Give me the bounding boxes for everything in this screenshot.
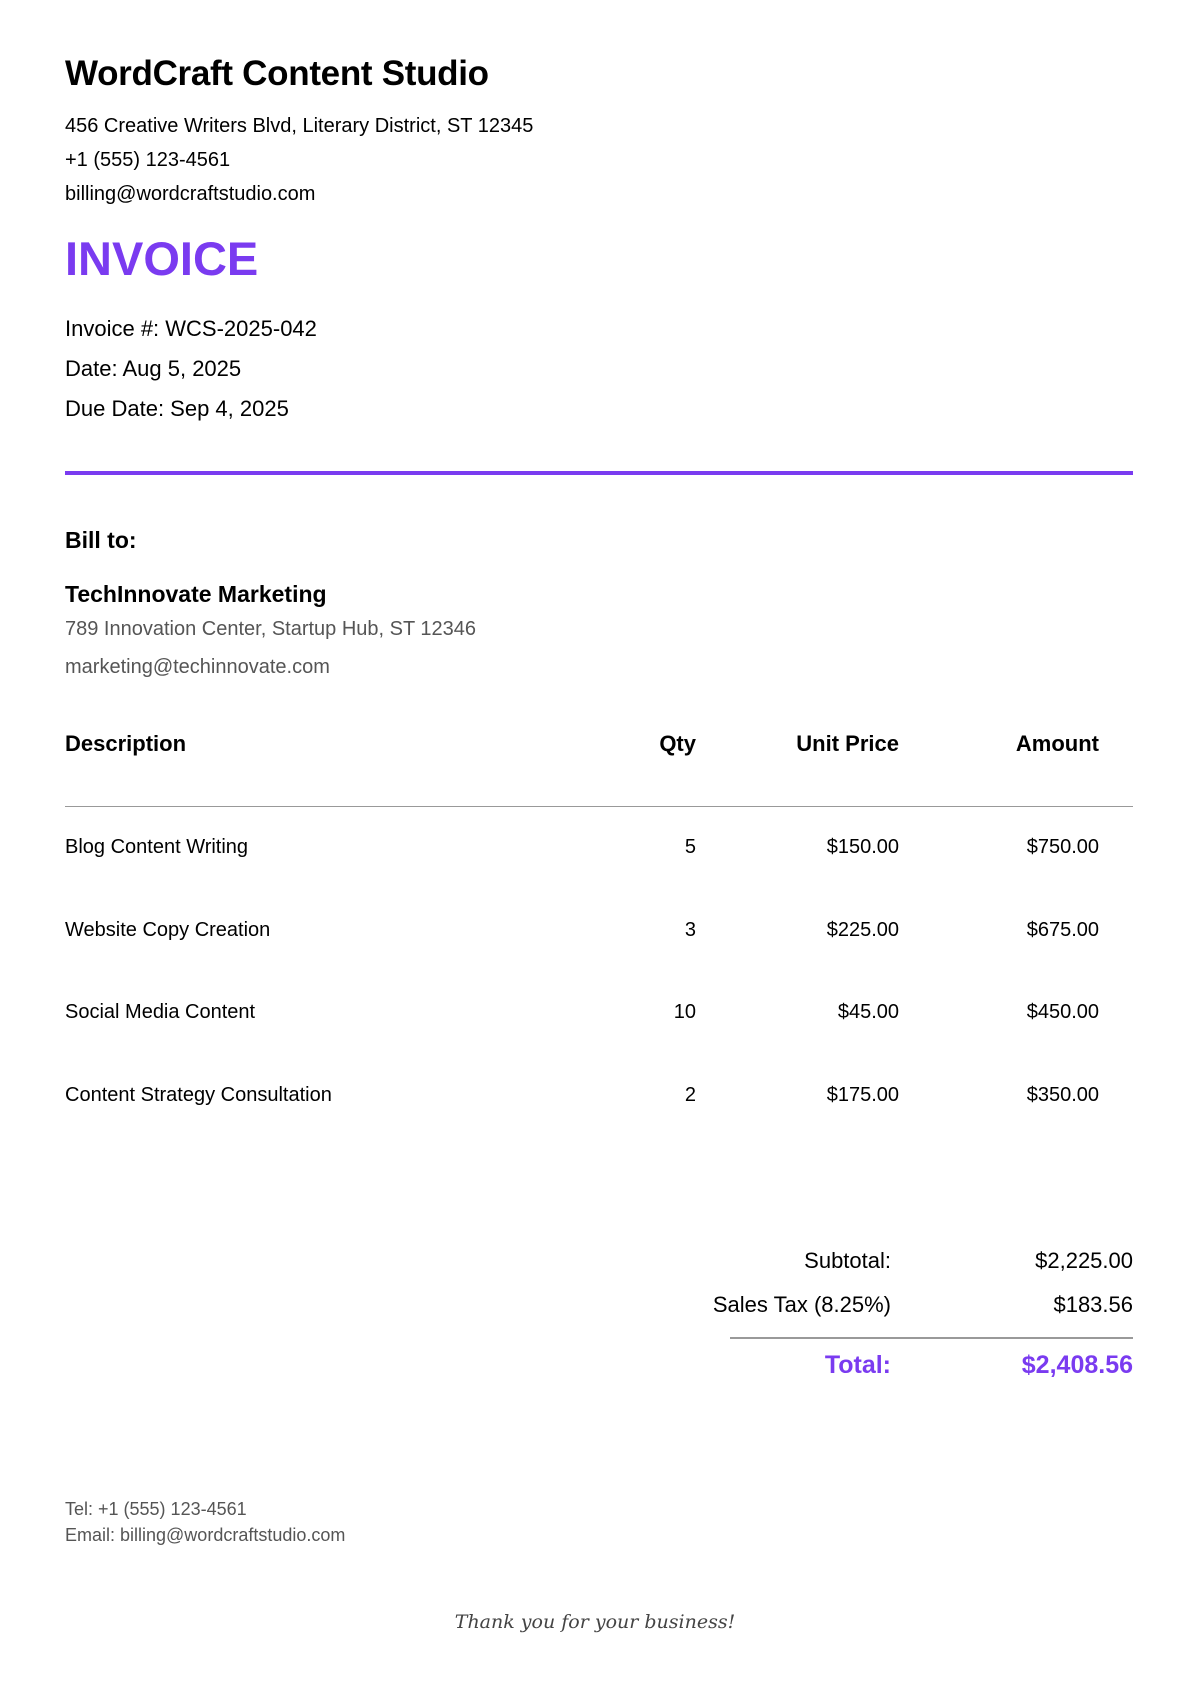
table-row — [65, 807, 1133, 890]
company-email: billing@wordcraftstudio.com — [65, 183, 316, 205]
table-row — [65, 1055, 1133, 1138]
row-amount: $450.00 — [1026, 1001, 1099, 1023]
row-amount: $350.00 — [1026, 1083, 1099, 1106]
invoice-heading: INVOICE — [65, 232, 259, 285]
client-address: 789 Innovation Center, Startup Hub, ST 12346 — [65, 618, 477, 640]
invoice-number: Invoice #: WCS-2025-042 — [65, 316, 317, 341]
row-unit-price: $150.00 — [826, 836, 899, 858]
total-value: $2,408.56 — [1021, 1351, 1133, 1379]
row-unit-price: $45.00 — [837, 1001, 899, 1023]
client-name: TechInnovate Marketing — [65, 581, 327, 607]
totals-divider — [730, 1337, 1133, 1339]
tax-value: $183.56 — [1053, 1292, 1133, 1317]
table-row — [65, 890, 1133, 973]
client-email: marketing@techinnovate.com — [65, 656, 330, 678]
header-amount: Amount — [1015, 731, 1099, 756]
line-items-table — [65, 720, 1133, 1137]
total-label: Total: — [824, 1351, 891, 1379]
subtotal-label: Subtotal: — [804, 1248, 891, 1273]
subtotal-row — [730, 1248, 1133, 1292]
subtotal-value: $2,225.00 — [1035, 1248, 1133, 1273]
row-description: Content Strategy Consultation — [65, 1083, 332, 1106]
footer-email: Email: billing@wordcraftstudio.com — [65, 1525, 346, 1545]
totals-block — [712, 1248, 1133, 1395]
invoice-due-date: Due Date: Sep 4, 2025 — [65, 396, 289, 421]
header-description: Description — [65, 731, 187, 756]
total-row — [730, 1351, 1133, 1395]
thank-you-note: Thank you for your business! — [454, 1611, 736, 1633]
header-divider — [65, 471, 1133, 475]
row-amount: $750.00 — [1026, 836, 1099, 858]
header-qty: Qty — [659, 731, 696, 756]
row-unit-price: $225.00 — [826, 918, 899, 941]
tax-row — [712, 1292, 1133, 1336]
table-row — [65, 972, 1133, 1055]
tax-label: Sales Tax (8.25%) — [712, 1292, 891, 1317]
table-header-row — [65, 720, 1133, 807]
row-qty: 2 — [684, 1083, 696, 1106]
footer-tel: Tel: +1 (555) 123-4561 — [65, 1499, 247, 1519]
row-qty: 5 — [684, 836, 696, 858]
company-address: 456 Creative Writers Blvd, Literary District, ST 12345 — [65, 115, 534, 137]
company-name: WordCraft Content Studio — [65, 54, 489, 93]
row-amount: $675.00 — [1026, 918, 1099, 941]
row-description: Social Media Content — [65, 1001, 256, 1023]
invoice-date: Date: Aug 5, 2025 — [65, 356, 242, 381]
bill-to-label: Bill to: — [65, 527, 137, 553]
row-qty: 10 — [673, 1001, 696, 1023]
row-unit-price: $175.00 — [826, 1083, 899, 1106]
company-phone: +1 (555) 123-4561 — [65, 149, 231, 171]
row-qty: 3 — [684, 918, 696, 941]
header-unit-price: Unit Price — [796, 731, 899, 756]
row-description: Blog Content Writing — [65, 836, 249, 858]
row-description: Website Copy Creation — [65, 918, 271, 941]
